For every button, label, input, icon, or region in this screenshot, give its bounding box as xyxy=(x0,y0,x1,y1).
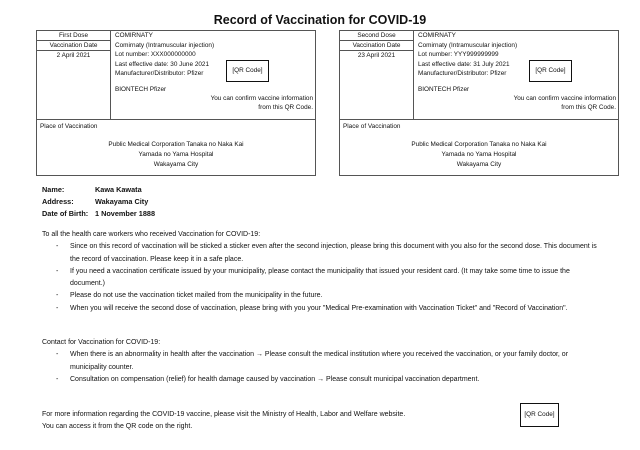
first-dose-manufacturer-names: BIONTECH Pfizer xyxy=(115,86,167,93)
first-dose-vaccine-name: COMIRNATY xyxy=(115,32,153,39)
second-dose-lot-number: Lot number: YYY999999999 xyxy=(418,51,499,59)
second-dose-place-line: Public Medical Corporation Tanaka no Naka Kai xyxy=(411,141,547,148)
second-dose-label: Second Dose xyxy=(340,31,413,41)
second-dose-qr-note: You can confirm vaccine information from this QR Code. xyxy=(513,95,616,111)
first-dose-product: Comirnaty (Intramuscular injection) xyxy=(115,41,215,49)
second-dose-product: Comirnaty (Intramuscular injection) xyxy=(418,41,518,49)
person-address: Wakayama City xyxy=(95,197,149,206)
footer-info xyxy=(42,409,405,433)
first-dose-lot-number: Lot number: XXX000000000 xyxy=(115,51,196,59)
first-dose-qr-code[interactable]: [QR Code] xyxy=(226,60,269,82)
second-dose-place-label: Place of Vaccination xyxy=(343,123,401,130)
second-dose-date: 23 April 2021 xyxy=(357,52,396,59)
contact-notice xyxy=(42,337,602,386)
second-dose-vaccine-name: COMIRNATY xyxy=(418,32,456,39)
first-dose-date-column xyxy=(37,31,111,119)
first-dose-place-line: Public Medical Corporation Tanaka no Naka Kai xyxy=(108,141,244,148)
second-dose-date-label: Vaccination Date xyxy=(340,41,413,51)
second-dose-manufacturer-names: BIONTECH Pfizer xyxy=(418,86,470,93)
second-dose-effective-date: Last effective date: 31 July 2021 xyxy=(418,60,510,68)
first-dose-label: First Dose xyxy=(37,31,110,41)
healthcare-workers-list xyxy=(42,241,602,315)
person-info xyxy=(42,184,155,220)
list-item: - If you need a vaccination certificate issued by your municipality, please contact the municipality that issued your resident card. (It may take some time to issue the document.) xyxy=(42,266,602,291)
footer-line: You can access it from the QR code on the right. xyxy=(42,423,193,430)
second-dose-manufacturer: Manufacturer/Distributor: Pfizer xyxy=(418,70,507,78)
second-dose-qr-code[interactable]: [QR Code] xyxy=(529,60,572,82)
list-item: - Consultation on compensation (relief) for health damage caused by vaccination → Please consult municipal vaccination department. xyxy=(42,374,602,386)
healthcare-workers-notice xyxy=(42,229,602,315)
contact-heading: Contact for Vaccination for COVID-19: xyxy=(42,339,161,346)
document-title: Record of Vaccination for COVID-19 xyxy=(213,13,427,27)
first-dose-card xyxy=(36,30,316,176)
name-label: Name: xyxy=(42,185,65,194)
first-dose-date-label: Vaccination Date xyxy=(37,41,110,51)
first-dose-place-label: Place of Vaccination xyxy=(40,123,98,130)
list-item: - Since on this record of vaccination will be sticked a sticker even after the second injection, please bring this document with you also for the second dose. This document is the record of vaccination. Please keep it in a safe place. xyxy=(42,241,602,266)
second-dose-place-line: Yamada no Yama Hospital xyxy=(441,151,517,158)
person-name: Kawa Kawata xyxy=(95,185,142,194)
healthcare-workers-heading: To all the health care workers who received Vaccination for COVID-19: xyxy=(42,231,261,238)
second-dose-card xyxy=(339,30,619,176)
list-item: - When there is an abnormality in health after the vaccination → Please consult the medical institution where you received the vaccination, or your family doctor, or municipality counter. xyxy=(42,349,602,374)
first-dose-place-line: Yamada no Yama Hospital xyxy=(138,151,214,158)
first-dose-vaccine-info xyxy=(115,31,315,79)
contact-list xyxy=(42,349,602,386)
first-dose-qr-note: You can confirm vaccine information from this QR Code. xyxy=(210,95,313,111)
first-dose-effective-date: Last effective date: 30 June 2021 xyxy=(115,60,210,68)
footer-qr-code[interactable]: [QR Code] xyxy=(520,403,559,427)
second-dose-place-line: Wakayama City xyxy=(456,161,502,168)
dob-label: Date of Birth: xyxy=(42,209,89,218)
second-dose-vaccine-info xyxy=(418,31,618,79)
second-dose-date-column xyxy=(340,31,414,119)
address-label: Address: xyxy=(42,197,74,206)
first-dose-manufacturer: Manufacturer/Distributor: Pfizer xyxy=(115,70,204,78)
second-dose-place-section xyxy=(340,119,618,176)
footer-line: For more information regarding the COVID-19 vaccine, please visit the Ministry of Health, Labor and Welfare website. xyxy=(42,411,406,418)
first-dose-place-line: Wakayama City xyxy=(153,161,199,168)
list-item: - When you will receive the second dose of vaccination, please bring with you your "Medical Pre-examination with Vaccination Ticket" and "Record of Vaccination". xyxy=(42,303,602,315)
person-dob: 1 November 1888 xyxy=(95,209,156,218)
first-dose-place-section xyxy=(37,119,315,176)
first-dose-date: 2 April 2021 xyxy=(56,52,91,59)
list-item: - Please do not use the vaccination ticket mailed from the municipality in the future. xyxy=(42,290,602,302)
